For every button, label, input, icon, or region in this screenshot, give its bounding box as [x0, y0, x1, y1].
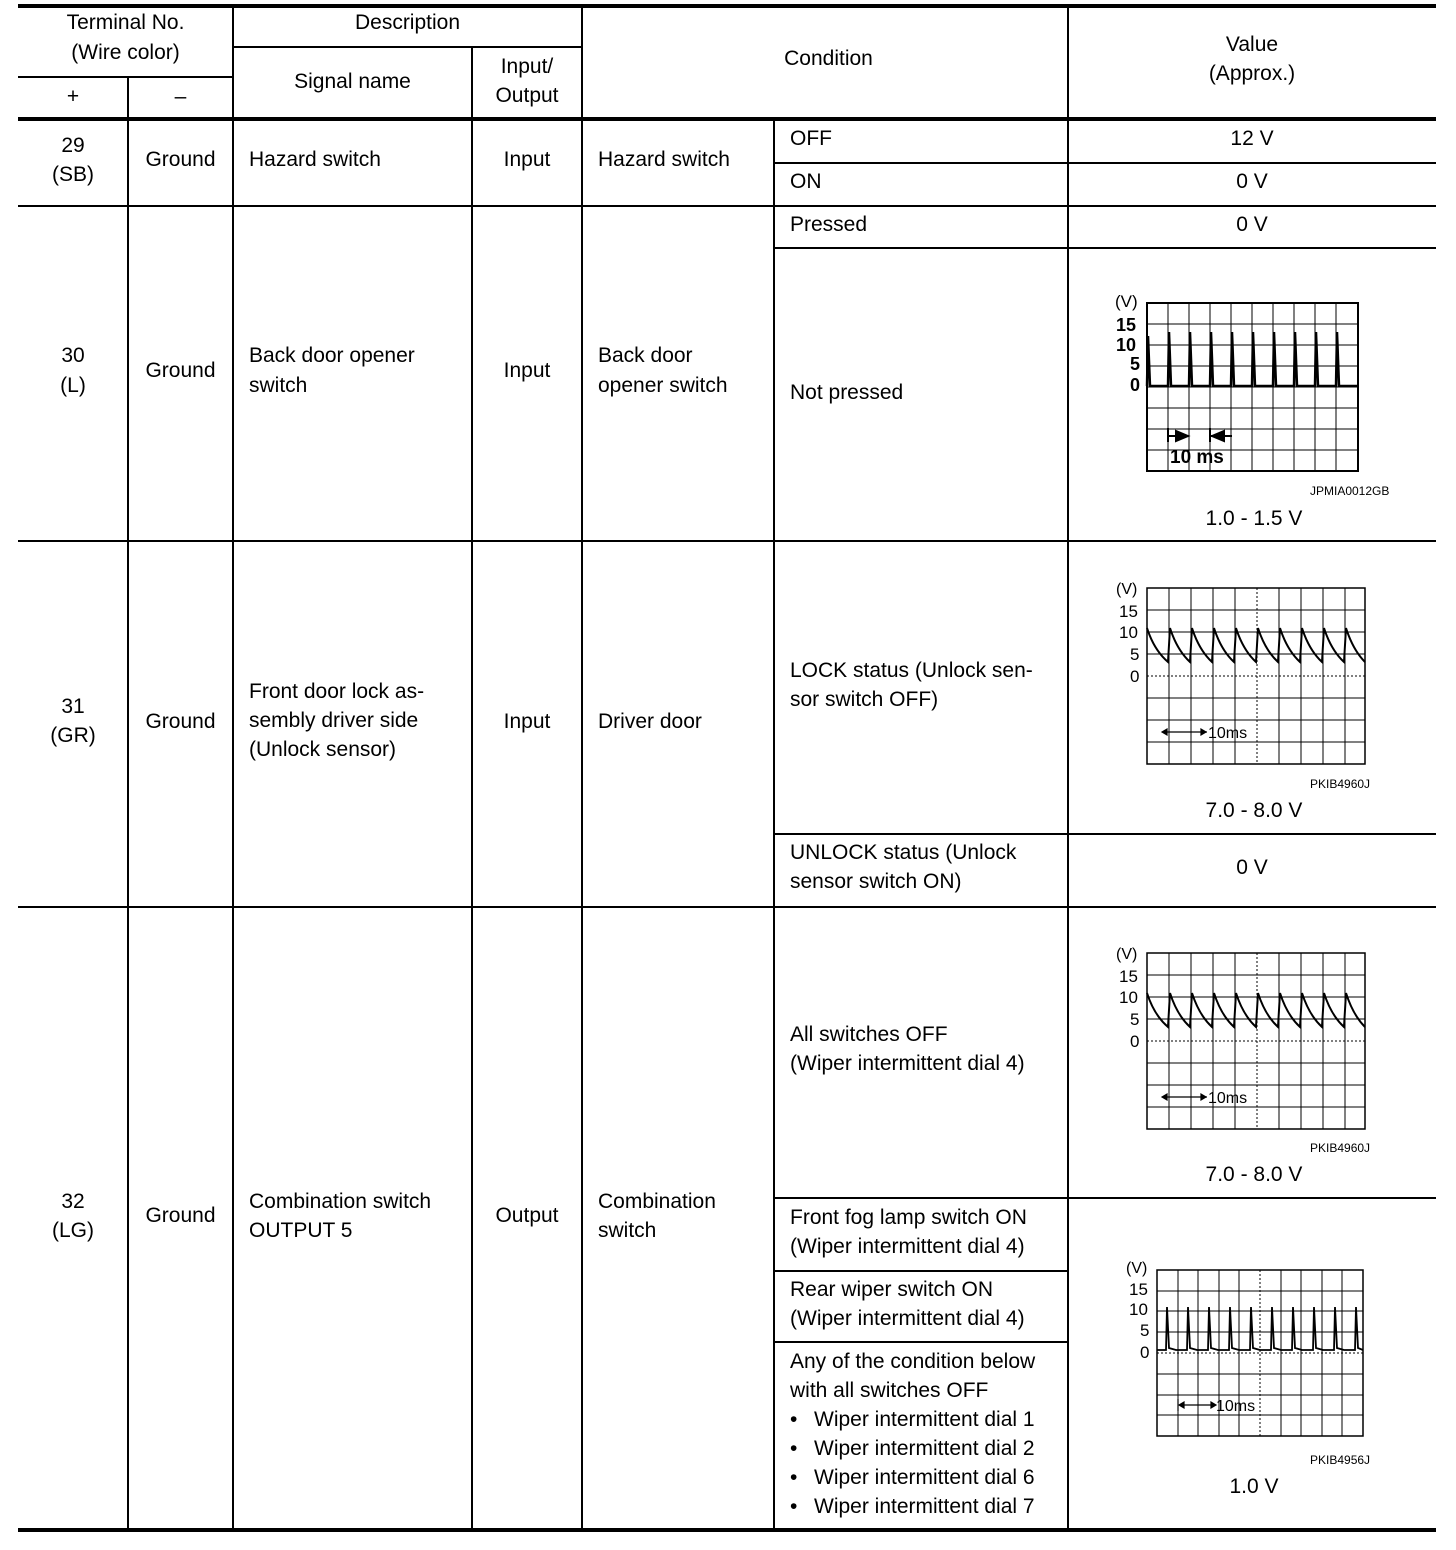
- terminal-number: 32: [61, 1190, 85, 1213]
- terminal-number: 30: [61, 344, 85, 367]
- condition-state: UNLOCK status (Unlock: [790, 841, 1017, 864]
- y-tick-label: 0: [1130, 375, 1141, 395]
- condition-group: opener switch: [598, 374, 728, 397]
- header-input-output: Output: [495, 84, 559, 107]
- header-value: (Approx.): [1208, 62, 1296, 85]
- rule: [233, 46, 582, 48]
- header-signal-name: Signal name: [294, 70, 411, 93]
- value: 0 V: [1236, 213, 1268, 236]
- signal-name: Front door lock as-: [249, 680, 425, 703]
- condition-state: (Wiper intermittent dial 4): [790, 1235, 1025, 1258]
- row-divider: [18, 205, 1436, 207]
- ground-terminal: Ground: [145, 148, 216, 171]
- waveform-trace: [1147, 628, 1365, 662]
- list-item: • Wiper intermittent dial 7: [790, 1492, 1035, 1521]
- terminal-number: 29: [61, 134, 85, 157]
- condition-state: (Wiper intermittent dial 4): [790, 1052, 1025, 1075]
- header-description: Description: [354, 11, 461, 34]
- header-terminal-no: Terminal No.: [66, 11, 185, 34]
- y-unit-label: (V): [1116, 581, 1138, 598]
- figure-id: PKIB4960J: [1310, 1141, 1371, 1155]
- column-divider: [232, 4, 234, 1530]
- rule: [18, 76, 233, 78]
- scope-grid: [1157, 1270, 1363, 1436]
- condition-state: All switches OFF: [790, 1023, 948, 1046]
- y-tick-label: 10: [1119, 988, 1138, 1007]
- time-scale-label: 10ms: [1208, 725, 1248, 742]
- list-item: • Wiper intermittent dial 6: [790, 1463, 1035, 1492]
- signal-name: OUTPUT 5: [249, 1219, 353, 1242]
- signal-name: Back door opener: [249, 344, 415, 367]
- signal-name: switch: [249, 374, 308, 397]
- condition-group: Combination: [598, 1190, 716, 1213]
- y-tick-label: 5: [1130, 1010, 1140, 1029]
- y-tick-label: 15: [1129, 1280, 1148, 1299]
- input-output: Output: [495, 1204, 559, 1227]
- input-output: Input: [503, 359, 551, 382]
- figure-id: PKIB4960J: [1310, 777, 1371, 791]
- row-divider: [18, 906, 1436, 908]
- value: 12 V: [1230, 127, 1274, 150]
- wire-color: (SB): [52, 163, 94, 186]
- time-scale-label: 10ms: [1208, 1090, 1248, 1107]
- row-divider: [18, 540, 1436, 542]
- condition-group: Driver door: [598, 710, 702, 733]
- signal-name: Hazard switch: [249, 148, 381, 171]
- y-tick-label: 10: [1119, 623, 1138, 642]
- waveform-graph: [1112, 1255, 1402, 1455]
- time-marker: [1178, 1399, 1216, 1411]
- column-divider: [471, 46, 473, 1530]
- input-output: Input: [503, 710, 551, 733]
- condition-state: ON: [790, 170, 822, 193]
- y-tick-label: 15: [1116, 315, 1137, 335]
- header-plus: +: [66, 85, 80, 108]
- condition-state: LOCK status (Unlock sen-: [790, 659, 1033, 682]
- waveform-graph: [1102, 290, 1392, 490]
- y-unit-label: (V): [1115, 292, 1138, 311]
- wire-color: (L): [60, 374, 86, 397]
- condition-group: Hazard switch: [598, 148, 730, 171]
- y-unit-label: (V): [1126, 1260, 1148, 1277]
- header-bottom-rule: [18, 117, 1436, 121]
- condition-state: Rear wiper switch ON: [790, 1278, 994, 1301]
- header-wire-color: (Wire color): [71, 41, 180, 64]
- header-input-output: Input/: [500, 55, 554, 78]
- ground-terminal: Ground: [145, 710, 216, 733]
- y-tick-label: 5: [1130, 645, 1140, 664]
- condition-state: Not pressed: [790, 381, 904, 404]
- condition-state: sensor switch ON): [790, 870, 962, 893]
- rule: [774, 1197, 1436, 1199]
- ground-terminal: Ground: [145, 359, 216, 382]
- value: 7.0 - 8.0 V: [1205, 1163, 1303, 1186]
- terminal-number: 31: [61, 695, 85, 718]
- condition-state: sor switch OFF): [790, 688, 939, 711]
- table-bottom-rule: [18, 1528, 1436, 1532]
- waveform-trace: [1147, 993, 1365, 1027]
- condition-bullet-list: [790, 1405, 1035, 1521]
- y-tick-label: 0: [1130, 667, 1140, 686]
- scope-grid: [1147, 588, 1365, 764]
- condition-state: Front fog lamp switch ON: [790, 1206, 1027, 1229]
- time-scale-label: 10ms: [1216, 1398, 1256, 1415]
- signal-name: sembly driver side: [249, 709, 419, 732]
- time-scale-label: 10 ms: [1170, 447, 1224, 468]
- scope-grid: [1147, 953, 1365, 1129]
- value: 0 V: [1236, 856, 1268, 879]
- value: 0 V: [1236, 170, 1268, 193]
- figure-id: JPMIA0012GB: [1310, 484, 1390, 498]
- condition-group: switch: [598, 1219, 657, 1242]
- y-tick-label: 15: [1119, 602, 1138, 621]
- waveform-graph: [1102, 942, 1392, 1142]
- value: 7.0 - 8.0 V: [1205, 799, 1303, 822]
- ground-terminal: Ground: [145, 1204, 216, 1227]
- column-divider: [773, 117, 775, 1530]
- header-condition: Condition: [784, 47, 873, 70]
- signal-name: Combination switch: [249, 1190, 432, 1213]
- waveform-graph: [1102, 577, 1392, 777]
- list-item: • Wiper intermittent dial 2: [790, 1434, 1035, 1463]
- rule: [774, 247, 1436, 249]
- value: 1.0 V: [1229, 1475, 1279, 1498]
- input-output: Input: [503, 148, 551, 171]
- oscilloscope-waveform: [1102, 942, 1392, 1142]
- y-tick-label: 5: [1130, 354, 1141, 374]
- y-tick-label: 5: [1140, 1321, 1150, 1340]
- header-minus: –: [174, 85, 187, 108]
- rule: [774, 162, 1436, 164]
- condition-state: Any of the condition below: [790, 1350, 1036, 1373]
- rule: [774, 1341, 1068, 1343]
- rule: [774, 1270, 1068, 1272]
- condition-state: Pressed: [790, 213, 868, 236]
- condition-state: (Wiper intermittent dial 4): [790, 1307, 1025, 1330]
- time-marker: [1168, 428, 1232, 442]
- oscilloscope-waveform: [1102, 290, 1392, 490]
- condition-state: with all switches OFF: [790, 1379, 989, 1402]
- condition-group: Back door: [598, 344, 693, 367]
- y-tick-label: 10: [1129, 1300, 1148, 1319]
- y-tick-label: 15: [1119, 967, 1138, 986]
- y-tick-label: 0: [1130, 1032, 1140, 1051]
- value: 1.0 - 1.5 V: [1205, 507, 1303, 530]
- rule: [774, 833, 1436, 835]
- y-tick-label: 0: [1140, 1343, 1150, 1362]
- figure-id: PKIB4956J: [1310, 1453, 1371, 1467]
- wire-color: (GR): [50, 724, 96, 747]
- signal-name: (Unlock sensor): [249, 738, 397, 761]
- y-tick-label: 10: [1116, 335, 1137, 355]
- oscilloscope-waveform: [1102, 577, 1392, 777]
- condition-state: OFF: [790, 127, 832, 150]
- list-item: • Wiper intermittent dial 1: [790, 1405, 1035, 1434]
- column-divider: [127, 76, 129, 1530]
- oscilloscope-waveform: [1112, 1255, 1402, 1455]
- wire-color: (LG): [52, 1219, 94, 1242]
- column-divider: [581, 4, 583, 1530]
- y-unit-label: (V): [1116, 946, 1138, 963]
- header-value: Value: [1225, 33, 1279, 56]
- waveform-trace: [1147, 332, 1358, 386]
